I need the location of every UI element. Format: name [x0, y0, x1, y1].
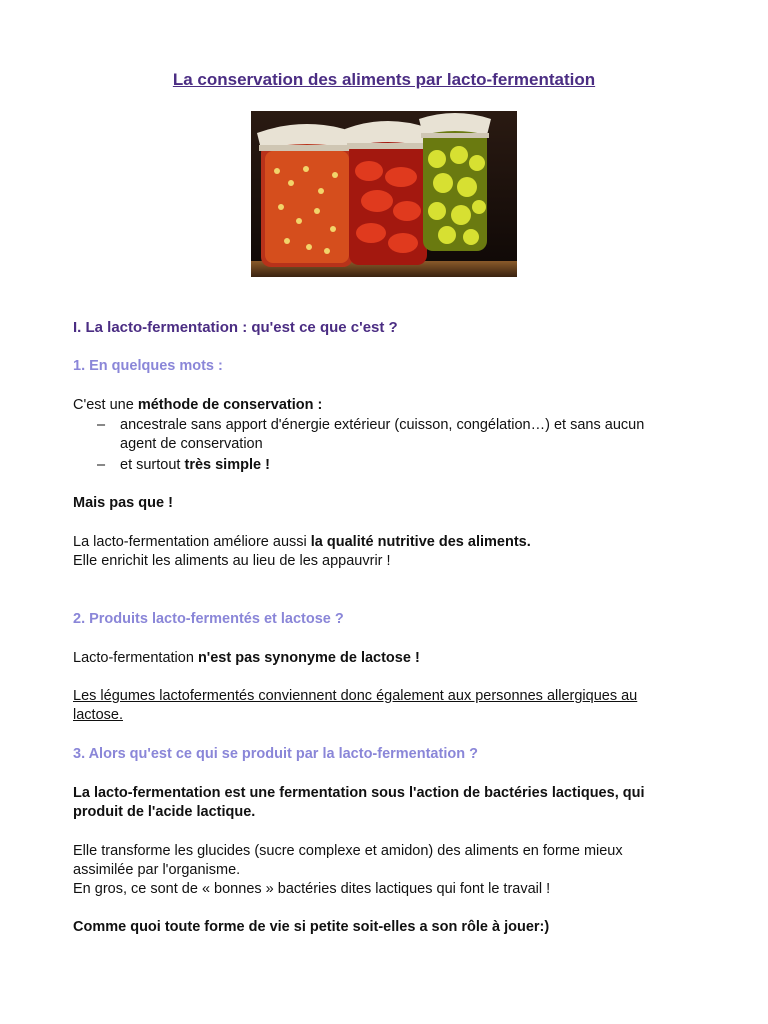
subheading-2: 2. Produits lacto-fermentés et lactose ?: [73, 611, 344, 627]
bullet-1-line-2: agent de conservation: [120, 436, 263, 452]
paragraph-text: Lacto-fermentation: [73, 650, 198, 666]
paragraph-text: La lacto-fermentation améliore aussi: [73, 534, 311, 550]
bold-paragraph-line-2: produit de l'acide lactique.: [73, 804, 256, 820]
paragraph-methode: [73, 396, 322, 415]
paragraph-enrichit: Elle enrichit les aliments au lieu de les appauvrir !: [73, 553, 391, 569]
bullet-1-line-1: ancestrale sans apport d'énergie extérieur (cuisson, congélation…) et sans aucun: [120, 417, 645, 433]
paragraph-qualite: [73, 533, 531, 552]
document-title: La conservation des aliments par lacto-fermentation: [172, 70, 596, 89]
bullet-dash: –: [97, 457, 106, 473]
fermented-jars-photo: [251, 111, 517, 277]
bullet-2: [120, 456, 270, 475]
bullet-text: et surtout: [120, 457, 185, 473]
underlined-line-1: Les légumes lactofermentés conviennent donc également aux personnes allergiques au: [73, 688, 638, 704]
bold-text: n'est pas synonyme de lactose !: [197, 650, 420, 666]
paragraph-bacteries: En gros, ce sont de « bonnes » bactéries dites lactiques qui font le travail !: [73, 881, 551, 897]
bold-text: la qualité nutritive des aliments.: [310, 534, 531, 550]
paragraph-text: C'est une: [73, 397, 138, 413]
subheading-3: 3. Alors qu'est ce qui se produit par la lacto-fermentation ?: [73, 746, 478, 762]
closing-line: Comme quoi toute forme de vie si petite soit-elles a son rôle à jouer:): [73, 919, 550, 935]
subheading-1: 1. En quelques mots :: [73, 358, 223, 374]
paragraph-lactose: [73, 649, 420, 668]
underlined-line-2: lactose.: [73, 707, 123, 723]
section-heading-1: I. La lacto-fermentation : qu'est ce que c'est ?: [73, 319, 398, 336]
paragraph-glucides-line-1: Elle transforme les glucides (sucre complexe et amidon) des aliments en forme mieux: [73, 843, 623, 859]
bold-paragraph-line-1: La lacto-fermentation est une fermentation sous l'action de bactéries lactiques, qui: [73, 785, 645, 801]
bold-text: très simple !: [184, 457, 270, 473]
paragraph-glucides-line-2: assimilée par l'organisme.: [73, 862, 241, 878]
bold-text: méthode de conservation :: [137, 397, 323, 413]
mais-pas-que: Mais pas que !: [73, 495, 173, 511]
bullet-dash: –: [97, 417, 106, 433]
